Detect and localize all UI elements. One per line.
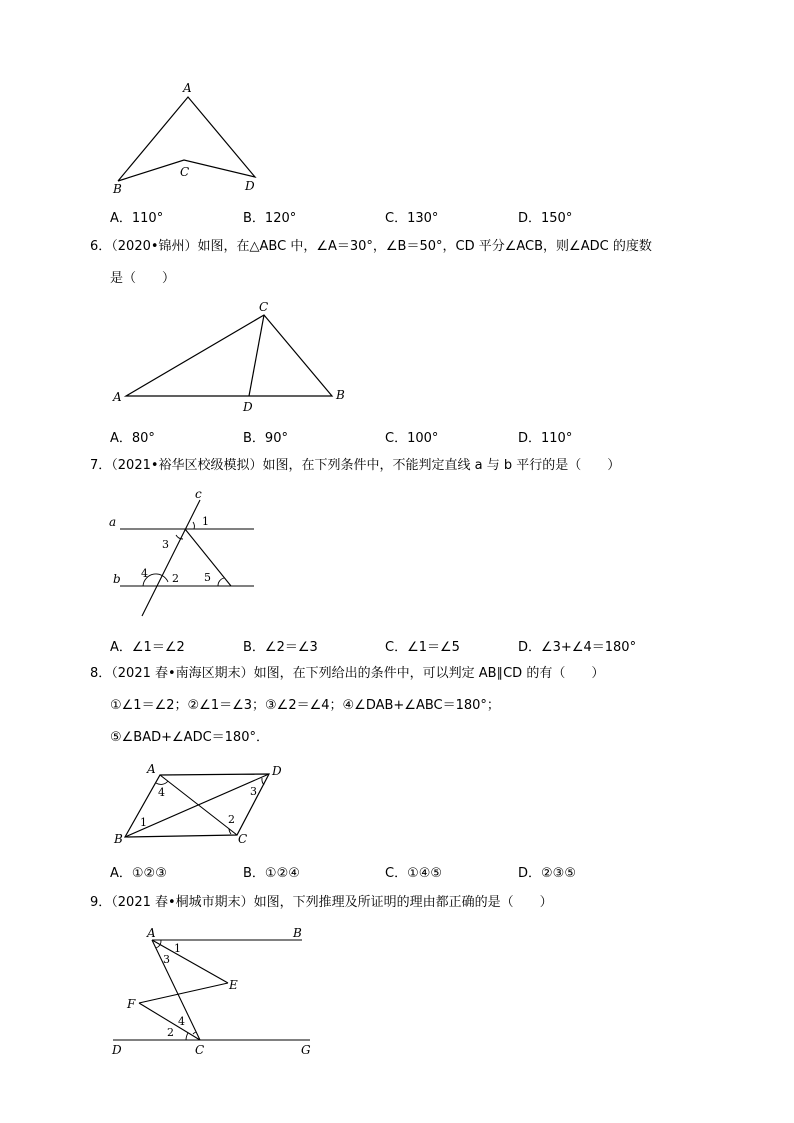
fig8-label-d: D — [272, 764, 282, 778]
q8-stem-line1: 8．（2021 春•南海区期末）如图，在下列给出的条件中，可以判定 AB∥CD 的有（ ） — [90, 666, 605, 681]
fig9-label-f: F — [127, 997, 136, 1011]
q6-stem-line2: 是（ ） — [110, 271, 176, 286]
q7-option-d[interactable]: D．∠3+∠4＝180° — [518, 640, 637, 655]
fig9-arc-3 — [156, 945, 160, 948]
fig9-label-2: 2 — [167, 1026, 174, 1039]
q6-option-d[interactable]: D．110° — [518, 431, 573, 446]
fig8-label-2: 2 — [228, 813, 235, 826]
fig9-segment-ef — [139, 983, 228, 1003]
fig9-label-4: 4 — [178, 1015, 185, 1028]
fig7-label-4: 4 — [141, 567, 148, 580]
q9-stem-line1: 9．（2021 春•桐城市期末）如图，下列推理及所证明的理由都正确的是（ ） — [90, 895, 553, 910]
fig5-label-b: B — [113, 182, 122, 196]
fig9-label-a: A — [147, 926, 156, 940]
fig7-label-c: c — [195, 487, 202, 501]
fig6-label-c: C — [259, 300, 269, 314]
q7-option-a[interactable]: A．∠1＝∠2 — [110, 640, 185, 655]
q8-option-c[interactable]: C．①④⑤ — [385, 866, 443, 881]
fig9-label-e: E — [229, 978, 238, 992]
fig6-label-b: B — [336, 388, 345, 402]
q8-option-a[interactable]: A．①②③ — [110, 866, 167, 881]
q8-conditions-line2: ①∠1＝∠2；②∠1＝∠3；③∠2＝∠4；④∠DAB+∠ABC＝180°； — [110, 698, 500, 713]
q6-stem-line1: 6．（2020•锦州）如图，在△ABC 中，∠A＝30°，∠B＝50°，CD 平分∠ACB，则∠ADC 的度数 — [90, 239, 652, 254]
fig9-label-3: 3 — [163, 953, 170, 966]
fig9-label-c: C — [195, 1043, 205, 1057]
fig9-arc-4 — [193, 1032, 196, 1034]
fig7-label-5: 5 — [204, 571, 211, 584]
q8-conditions-line3: ⑤∠BAD+∠ADC＝180°． — [110, 730, 269, 745]
q6-option-b[interactable]: B．90° — [243, 431, 288, 446]
fig8-label-4: 4 — [158, 786, 165, 799]
fig6-label-d: D — [243, 400, 253, 414]
fig8-label-a: A — [147, 762, 156, 776]
fig9-arc-1 — [160, 940, 161, 945]
q7-option-c[interactable]: C．∠1＝∠5 — [385, 640, 460, 655]
q7-option-b[interactable]: B．∠2＝∠3 — [243, 640, 318, 655]
fig7-label-2: 2 — [172, 572, 179, 585]
q6-option-c[interactable]: C．100° — [385, 431, 439, 446]
fig5-label-d: D — [245, 179, 255, 193]
fig9-label-b: B — [293, 926, 302, 940]
fig9-arc-2 — [186, 1033, 188, 1040]
fig5-label-c: C — [180, 165, 190, 179]
fig5-label-a: A — [183, 81, 192, 95]
q5-option-d[interactable]: D．150° — [518, 211, 573, 226]
q5-option-a[interactable]: A．110° — [110, 211, 164, 226]
q8-option-b[interactable]: B．①②④ — [243, 866, 300, 881]
fig8-label-3: 3 — [250, 785, 257, 798]
fig7-label-3: 3 — [162, 538, 169, 551]
fig8-label-c: C — [238, 832, 248, 846]
q7-stem-line1: 7．（2021•裕华区校级模拟）如图，在下列条件中，不能判定直线 a 与 b 平行的是（ ） — [90, 458, 621, 473]
fig8-label-1: 1 — [140, 816, 147, 829]
q6-option-a[interactable]: A．80° — [110, 431, 155, 446]
q5-option-c[interactable]: C．130° — [385, 211, 439, 226]
q8-option-d[interactable]: D．②③⑤ — [518, 866, 576, 881]
fig9-label-d: D — [112, 1043, 122, 1057]
fig9-label-g: G — [301, 1043, 311, 1057]
fig7-label-b: b — [113, 572, 121, 586]
fig7-label-a: a — [109, 515, 117, 529]
q5-option-b[interactable]: B．120° — [243, 211, 297, 226]
fig7-label-1: 1 — [202, 515, 209, 528]
fig9-label-1: 1 — [174, 942, 181, 955]
fig6-label-a: A — [113, 390, 122, 404]
fig8-label-b: B — [114, 832, 123, 846]
